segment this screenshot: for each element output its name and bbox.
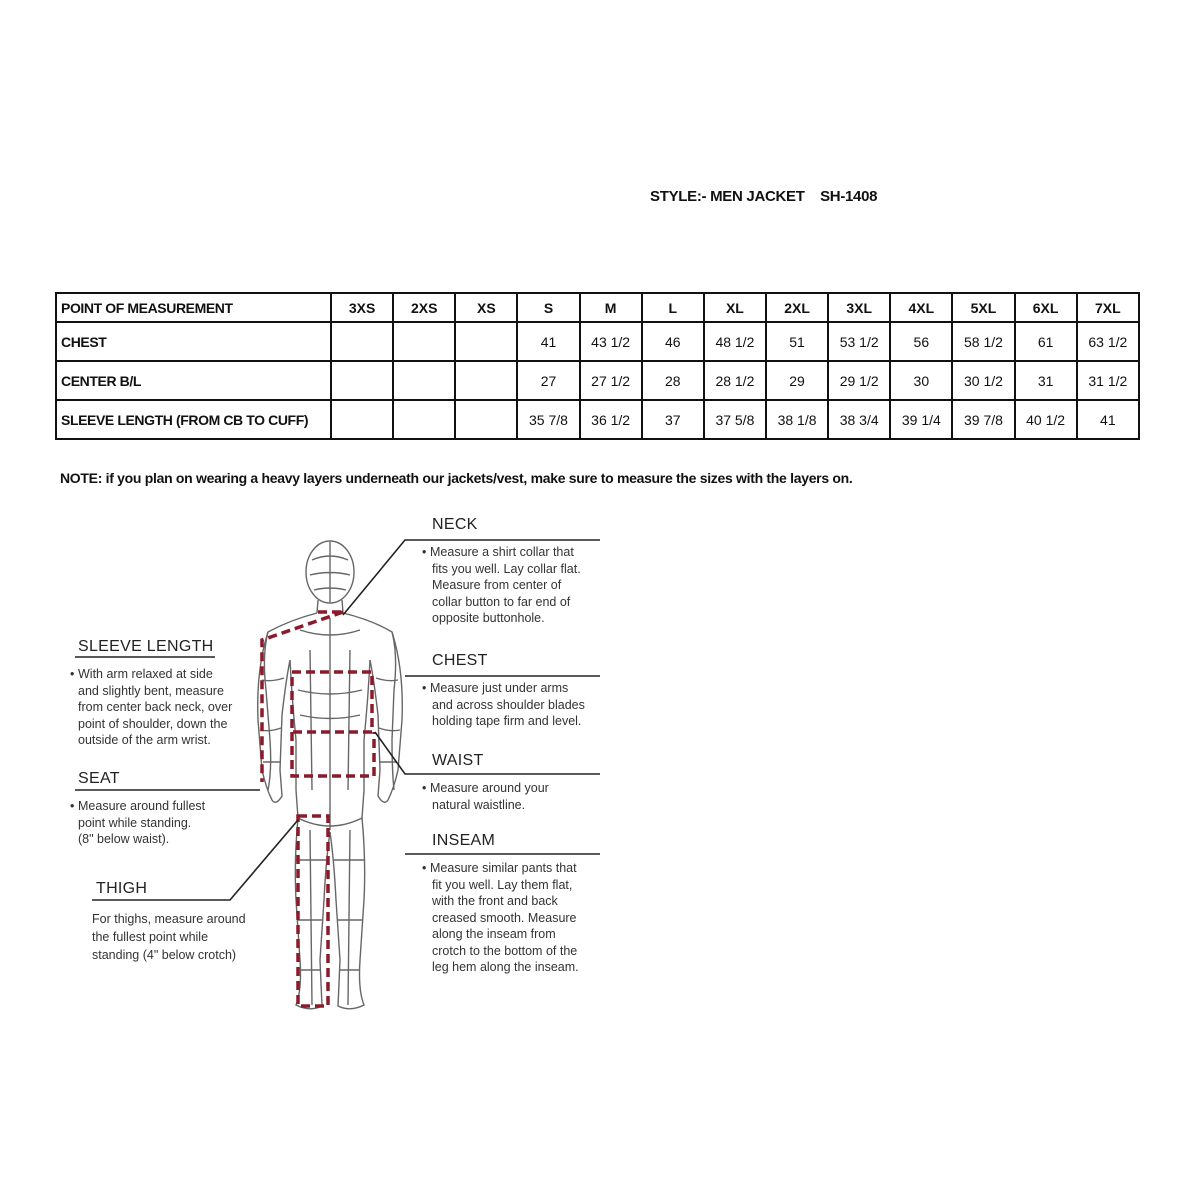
sleeve-length-heading: SLEEVE LENGTH	[78, 638, 214, 655]
thigh-heading: THIGH	[96, 880, 148, 897]
sleeve-length-line	[262, 612, 343, 782]
table-cell: 27	[517, 361, 579, 400]
size-header: 7XL	[1077, 293, 1139, 322]
size-header: 4XL	[890, 293, 952, 322]
style-title: STYLE:- MEN JACKET SH-1408	[650, 188, 878, 205]
seat-line	[292, 732, 374, 776]
table-row	[56, 400, 1139, 439]
table-cell: 41	[1077, 400, 1139, 439]
table-cell: 46	[642, 322, 704, 361]
table-cell: 43 1/2	[580, 322, 642, 361]
seat-description: • Measure around fullest point while standing. (8" below waist).	[70, 799, 206, 846]
size-header: L	[642, 293, 704, 322]
table-cell: 38 3/4	[828, 400, 890, 439]
table-cell	[455, 361, 517, 400]
table-cell: 36 1/2	[580, 400, 642, 439]
size-header: 6XL	[1015, 293, 1077, 322]
table-cell	[331, 400, 393, 439]
row-label: CENTER B/L	[56, 361, 331, 400]
table-cell	[455, 322, 517, 361]
table-row	[56, 361, 1139, 400]
table-cell	[393, 400, 455, 439]
inseam-description: • Measure similar pants that fit you well. Lay them flat, with the front and back creased smooth. Measure along the inseam from crotch to the bottom of the leg hem along the inseam.	[422, 861, 579, 974]
table-cell: 37 5/8	[704, 400, 766, 439]
table-cell	[331, 361, 393, 400]
size-header: XS	[455, 293, 517, 322]
table-cell	[455, 400, 517, 439]
size-header: 5XL	[952, 293, 1014, 322]
size-header: S	[517, 293, 579, 322]
neck-heading: NECK	[432, 516, 478, 533]
waist-description: • Measure around your natural waistline.	[422, 781, 549, 812]
table-cell	[393, 322, 455, 361]
table-cell: 58 1/2	[952, 322, 1014, 361]
table-cell: 39 1/4	[890, 400, 952, 439]
table-cell: 40 1/2	[1015, 400, 1077, 439]
table-cell: 30	[890, 361, 952, 400]
table-cell: 61	[1015, 322, 1077, 361]
table-cell: 51	[766, 322, 828, 361]
table-cell: 63 1/2	[1077, 322, 1139, 361]
table-cell: 35 7/8	[517, 400, 579, 439]
chest-line	[292, 672, 372, 732]
thigh-description: For thighs, measure around the fullest point while standing (4" below crotch)	[92, 912, 246, 962]
table-cell: 56	[890, 322, 952, 361]
waist-heading: WAIST	[432, 752, 484, 769]
table-cell: 29	[766, 361, 828, 400]
chest-description: • Measure just under arms and across shoulder blades holding tape firm and level.	[422, 681, 585, 728]
row-label: SLEEVE LENGTH (FROM CB TO CUFF)	[56, 400, 331, 439]
size-header: M	[580, 293, 642, 322]
measurement-lines	[262, 612, 374, 1006]
table-cell	[393, 361, 455, 400]
seat-heading: SEAT	[78, 770, 120, 787]
table-header-row	[56, 293, 1139, 322]
table-cell: 41	[517, 322, 579, 361]
table-cell: 48 1/2	[704, 322, 766, 361]
table-cell: 28 1/2	[704, 361, 766, 400]
table-cell: 53 1/2	[828, 322, 890, 361]
human-figure	[258, 541, 403, 1009]
table-body	[56, 322, 1139, 439]
table-cell: 38 1/8	[766, 400, 828, 439]
size-header: XL	[704, 293, 766, 322]
inseam-heading: INSEAM	[432, 832, 496, 849]
size-header: 2XL	[766, 293, 828, 322]
table-cell: 31 1/2	[1077, 361, 1139, 400]
sleeve-length-description: • With arm relaxed at side and slightly bent, measure from center back neck, over point of shoulder, down the outside of the arm wrist.	[70, 667, 233, 747]
table-cell: 31	[1015, 361, 1077, 400]
table-cell	[331, 322, 393, 361]
measurement-guide	[0, 500, 700, 1060]
table-cell: 39 7/8	[952, 400, 1014, 439]
size-header: 2XS	[393, 293, 455, 322]
table-cell: 37	[642, 400, 704, 439]
table-cell: 29 1/2	[828, 361, 890, 400]
table-row	[56, 322, 1139, 361]
header-label: POINT OF MEASUREMENT	[56, 293, 331, 322]
layering-note: NOTE: if you plan on wearing a heavy layers underneath our jackets/vest, make sure to measure the sizes with the layers on.	[60, 470, 853, 486]
neck-description: • Measure a shirt collar that fits you well. Lay collar flat. Measure from center of collar button to far end of opposite buttonhole.	[422, 545, 581, 625]
chest-heading: CHEST	[432, 652, 488, 669]
table-cell: 27 1/2	[580, 361, 642, 400]
size-chart-table	[55, 292, 1140, 440]
table-cell: 30 1/2	[952, 361, 1014, 400]
row-label: CHEST	[56, 322, 331, 361]
size-header: 3XS	[331, 293, 393, 322]
table-cell: 28	[642, 361, 704, 400]
size-header: 3XL	[828, 293, 890, 322]
